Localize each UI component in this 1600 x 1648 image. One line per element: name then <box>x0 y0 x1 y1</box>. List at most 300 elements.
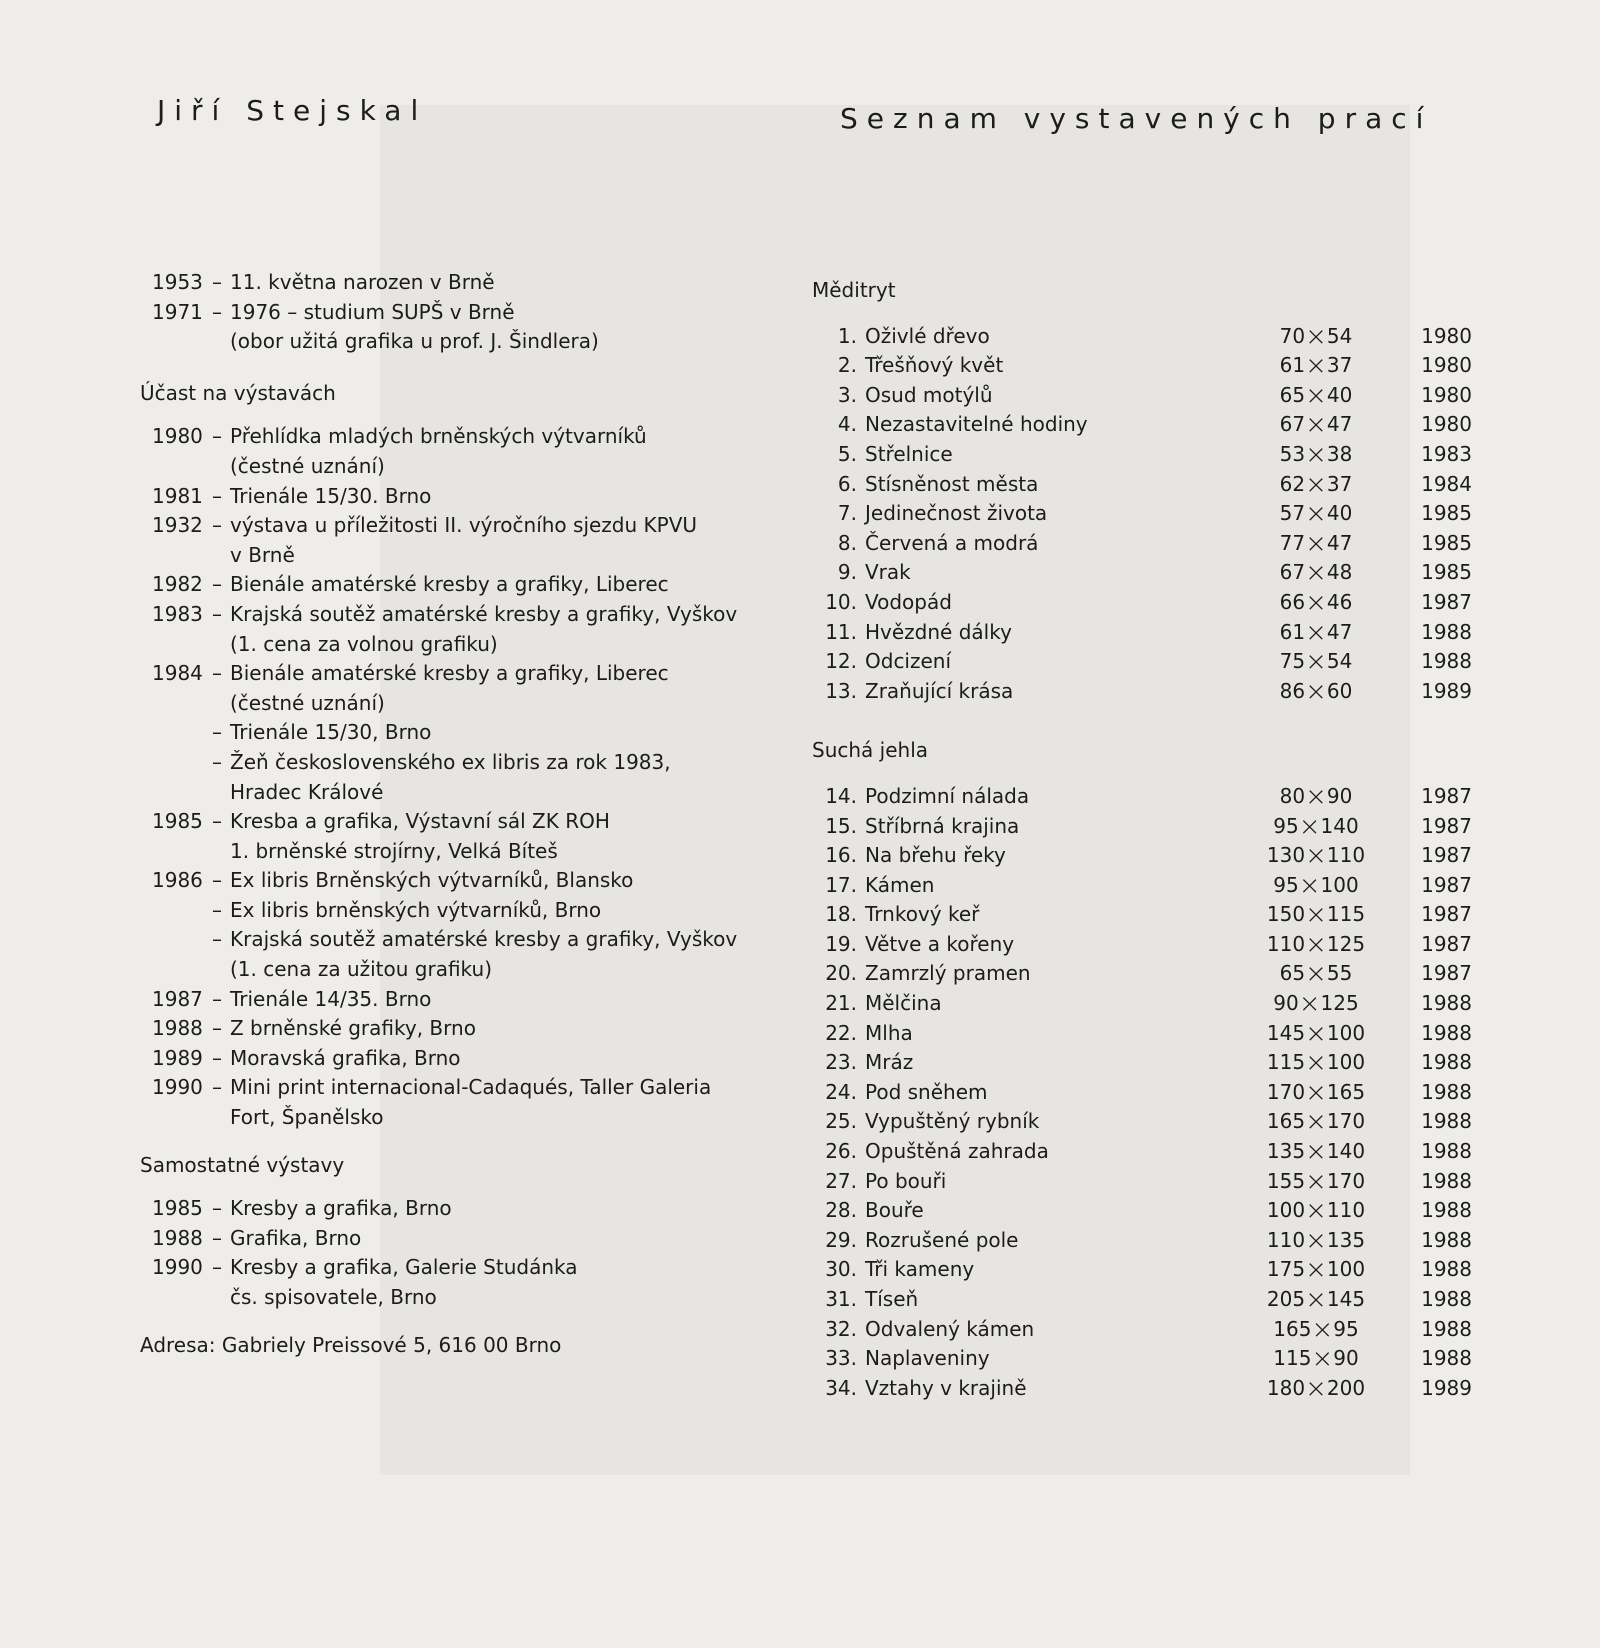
timeline-entry <box>140 1014 790 1044</box>
work-number: 21. <box>825 991 857 1016</box>
times-sign: × <box>1311 1344 1334 1375</box>
work-row <box>812 1255 1472 1285</box>
dim-width: 65 <box>1279 382 1306 407</box>
work-row <box>812 930 1472 960</box>
dim-width: 115 <box>1273 1346 1312 1371</box>
dim-width: 110 <box>1266 1227 1306 1252</box>
entry-dash: – <box>212 1255 222 1280</box>
work-number: 8. <box>837 530 857 555</box>
work-row <box>812 871 1472 901</box>
work-number: 5. <box>837 441 857 466</box>
work-row <box>812 1078 1472 1108</box>
dim-height: 47 <box>1326 412 1353 437</box>
times-sign: × <box>1305 676 1327 707</box>
entry-text: 11. května narozen v Brně <box>230 270 495 294</box>
entry-year: 1953 <box>152 270 203 294</box>
timeline-entry <box>140 1044 790 1074</box>
work-dimensions <box>1260 1285 1372 1315</box>
timeline-entry <box>140 866 790 896</box>
dim-height: 55 <box>1326 961 1353 986</box>
work-row <box>812 1374 1472 1404</box>
work-row <box>812 1196 1472 1226</box>
times-sign: × <box>1305 781 1327 812</box>
work-title: Opuštěná zahrada <box>865 1139 1049 1164</box>
dim-height: 60 <box>1326 678 1353 703</box>
work-title: Po bouři <box>865 1168 947 1193</box>
work-dimensions <box>1260 677 1372 707</box>
work-number: 32. <box>825 1316 857 1341</box>
work-row <box>812 1344 1472 1374</box>
dim-height: 40 <box>1326 382 1353 407</box>
entry-continuation: Hradec Králové <box>230 779 384 804</box>
mediryt-heading: Měditryt <box>812 278 896 302</box>
dim-width: 175 <box>1266 1257 1306 1282</box>
work-number: 29. <box>825 1227 857 1252</box>
dim-height: 90 <box>1333 1346 1359 1371</box>
dim-height: 37 <box>1326 353 1353 378</box>
work-row <box>812 782 1472 812</box>
dim-height: 110 <box>1326 1198 1366 1223</box>
work-number: 7. <box>837 501 857 526</box>
dim-width: 77 <box>1279 530 1306 555</box>
entry-year: 1932 <box>152 513 203 538</box>
times-sign: × <box>1305 959 1327 990</box>
times-sign: × <box>1298 811 1321 842</box>
times-sign: × <box>1305 351 1327 382</box>
work-dimensions <box>1260 989 1372 1019</box>
work-row <box>812 588 1472 618</box>
work-dimensions <box>1260 1226 1372 1256</box>
dim-height: 47 <box>1326 619 1353 644</box>
work-number: 25. <box>825 1109 857 1134</box>
dim-width: 95 <box>1273 872 1299 897</box>
timeline-row <box>140 985 790 1015</box>
times-sign: × <box>1311 1314 1334 1345</box>
times-sign: × <box>1298 989 1321 1020</box>
timeline-row <box>140 268 790 298</box>
dim-width: 86 <box>1279 678 1306 703</box>
entry-dash: – <box>212 483 222 508</box>
work-year: 1988 <box>1421 1287 1472 1311</box>
entry-dash: – <box>212 299 222 324</box>
dim-height: 100 <box>1320 872 1359 897</box>
times-sign: × <box>1305 1077 1327 1108</box>
dim-height: 200 <box>1326 1375 1366 1400</box>
timeline-row <box>140 1253 790 1283</box>
work-row <box>812 1107 1472 1137</box>
work-year: 1987 <box>1421 843 1472 868</box>
timeline-entry <box>140 298 790 357</box>
work-number: 31. <box>825 1287 857 1311</box>
work-dimensions <box>1260 529 1372 559</box>
entry-continuation: Fort, Španělsko <box>230 1105 384 1130</box>
work-dimensions <box>1260 470 1372 500</box>
entry-text: Moravská grafika, Brno <box>230 1045 461 1070</box>
dim-width: 110 <box>1266 931 1306 956</box>
entry-year: 1982 <box>152 572 203 597</box>
dim-height: 54 <box>1326 323 1353 348</box>
mediryt-list <box>812 322 1472 707</box>
work-title: Hvězdné dálky <box>865 619 1012 644</box>
work-year: 1980 <box>1421 323 1472 348</box>
timeline-entry <box>140 1194 790 1224</box>
work-title: Větve a kořeny <box>865 931 1015 956</box>
work-number: 27. <box>825 1168 857 1193</box>
dim-width: 61 <box>1279 353 1306 378</box>
timeline-row <box>140 866 790 896</box>
work-dimensions <box>1260 1019 1372 1049</box>
work-number: 33. <box>825 1346 857 1371</box>
timeline-entry <box>140 748 790 807</box>
work-year: 1980 <box>1421 412 1472 437</box>
work-year: 1987 <box>1421 589 1472 614</box>
entry-year <box>140 718 204 748</box>
entry-text: Trienále 15/30, Brno <box>230 720 432 745</box>
dim-height: 47 <box>1326 530 1353 555</box>
work-dimensions <box>1260 1344 1372 1374</box>
work-dimensions <box>1260 1107 1372 1137</box>
dim-width: 205 <box>1266 1287 1306 1311</box>
timeline-entry <box>140 600 790 659</box>
work-number: 26. <box>825 1139 857 1164</box>
dim-width: 62 <box>1279 471 1306 496</box>
author-name: Jiří Stejskal <box>157 94 428 127</box>
solo-heading: Samostatné výstavy <box>140 1152 345 1177</box>
work-year: 1987 <box>1421 961 1472 986</box>
times-sign: × <box>1305 380 1327 411</box>
work-row <box>812 351 1472 381</box>
dim-height: 170 <box>1326 1168 1366 1193</box>
work-number: 13. <box>825 678 857 703</box>
entry-text: Krajská soutěž amatérské kresby a grafiky, Vyškov <box>230 927 738 952</box>
work-title: Tíseň <box>865 1287 919 1311</box>
entry-year: 1990 <box>152 1075 203 1100</box>
dim-height: 40 <box>1326 501 1353 526</box>
entry-text: Krajská soutěž amatérské kresby a grafiky, Vyškov <box>230 601 738 626</box>
work-title: Vrak <box>865 560 911 585</box>
work-title: Vztahy v krajině <box>865 1375 1027 1400</box>
entry-text: Trienále 14/35. Brno <box>230 986 432 1011</box>
entry-year: 1986 <box>152 868 203 893</box>
timeline-row <box>140 511 790 541</box>
work-number: 1. <box>837 323 857 348</box>
entry-dash: – <box>212 1045 222 1070</box>
work-title: Vodopád <box>865 589 952 614</box>
work-number: 16. <box>825 843 857 868</box>
dim-height: 95 <box>1333 1316 1359 1341</box>
timeline-row <box>140 422 790 452</box>
entry-year: 1989 <box>152 1045 203 1070</box>
work-dimensions <box>1260 322 1372 352</box>
work-row <box>812 1167 1472 1197</box>
work-dimensions <box>1260 499 1372 529</box>
work-year: 1987 <box>1421 813 1472 838</box>
dim-width: 61 <box>1279 619 1306 644</box>
dim-width: 100 <box>1266 1198 1306 1223</box>
entry-dash: – <box>212 1016 222 1041</box>
entry-continuation: (čestné uznání) <box>230 690 385 715</box>
entry-dash: – <box>212 720 222 745</box>
exhibitions-list <box>140 422 790 1132</box>
work-number: 4. <box>837 412 857 437</box>
times-sign: × <box>1305 841 1327 872</box>
entry-year: 1988 <box>152 1225 203 1250</box>
entry-year: 1987 <box>152 986 203 1011</box>
entry-text: Z brněnské grafiky, Brno <box>230 1016 476 1041</box>
dim-height: 145 <box>1326 1287 1366 1311</box>
entry-dash: – <box>212 986 222 1011</box>
timeline-row <box>140 925 790 955</box>
work-title: Pod sněhem <box>865 1079 988 1104</box>
work-dimensions <box>1260 841 1372 871</box>
work-title: Zamrzlý pramen <box>865 961 1031 986</box>
exhibitions-heading: Účast na výstavách <box>140 380 336 405</box>
solo-list <box>140 1194 790 1312</box>
entry-text: Bienále amatérské kresby a grafiky, Liberec <box>230 661 669 686</box>
entry-text: Žeň československého ex libris za rok 1983, <box>230 749 671 774</box>
timeline-row <box>140 1044 790 1074</box>
work-title: Kámen <box>865 872 935 897</box>
dim-width: 130 <box>1266 843 1306 868</box>
work-year: 1987 <box>1421 872 1472 897</box>
work-row <box>812 1019 1472 1049</box>
entry-dash: – <box>212 270 222 294</box>
work-row <box>812 499 1472 529</box>
times-sign: × <box>1305 1107 1327 1138</box>
entry-continuation: 1. brněnské strojírny, Velká Bíteš <box>230 838 558 863</box>
times-sign: × <box>1305 1166 1327 1197</box>
entry-dash: – <box>212 424 222 449</box>
times-sign: × <box>1305 1018 1327 1049</box>
work-title: Zraňující krása <box>865 678 1014 703</box>
work-dimensions <box>1260 871 1372 901</box>
times-sign: × <box>1305 929 1327 960</box>
dim-height: 46 <box>1326 589 1353 614</box>
entry-text: Kresby a grafika, Galerie Studánka <box>230 1255 578 1280</box>
work-row <box>812 989 1472 1019</box>
work-year: 1988 <box>1421 619 1472 644</box>
entry-continuation: (čestné uznání) <box>230 453 385 478</box>
entry-text: Bienále amatérské kresby a grafiky, Liberec <box>230 572 669 597</box>
timeline-entry <box>140 807 790 866</box>
entry-dash: – <box>212 809 222 834</box>
work-year: 1988 <box>1421 1198 1472 1223</box>
dim-width: 66 <box>1279 589 1306 614</box>
work-dimensions <box>1260 1196 1372 1226</box>
dim-height: 125 <box>1326 931 1366 956</box>
entry-dash: – <box>212 572 222 597</box>
dim-width: 165 <box>1273 1316 1312 1341</box>
work-title: Na břehu řeky <box>865 843 1006 868</box>
work-title: Stříbrná krajina <box>865 813 1020 838</box>
work-dimensions <box>1260 812 1372 842</box>
times-sign: × <box>1305 587 1327 618</box>
entry-dash: – <box>212 513 222 538</box>
work-year: 1987 <box>1421 783 1472 808</box>
entry-text: Ex libris Brněnských výtvarníků, Blansko <box>230 868 634 893</box>
timeline-entry <box>140 482 790 512</box>
dim-height: 100 <box>1326 1050 1366 1075</box>
work-number: 20. <box>825 961 857 986</box>
entry-continuation: (1. cena za volnou grafiku) <box>230 631 498 656</box>
work-number: 34. <box>825 1375 857 1400</box>
times-sign: × <box>1305 558 1327 589</box>
work-dimensions <box>1260 1048 1372 1078</box>
entry-continuation: (obor užitá grafika u prof. J. Šindlera) <box>230 329 599 354</box>
work-dimensions <box>1260 558 1372 588</box>
work-year: 1988 <box>1421 1227 1472 1252</box>
timeline-row <box>140 807 790 837</box>
dim-height: 110 <box>1326 843 1366 868</box>
work-year: 1987 <box>1421 902 1472 927</box>
work-year: 1988 <box>1421 1346 1472 1371</box>
entry-year: 1971 <box>152 299 203 324</box>
bio-list <box>140 268 790 357</box>
dim-width: 180 <box>1266 1375 1306 1400</box>
timeline-entry <box>140 985 790 1015</box>
work-year: 1988 <box>1421 1050 1472 1075</box>
dim-width: 90 <box>1273 991 1299 1016</box>
entry-dash: – <box>212 927 222 952</box>
work-title: Mráz <box>865 1050 914 1075</box>
work-year: 1989 <box>1421 678 1472 703</box>
dim-height: 100 <box>1326 1257 1366 1282</box>
work-title: Osud motýlů <box>865 382 993 407</box>
timeline-entry <box>140 268 790 298</box>
dim-width: 65 <box>1279 961 1306 986</box>
dim-width: 115 <box>1266 1050 1306 1075</box>
entry-text: Grafika, Brno <box>230 1225 362 1250</box>
work-dimensions <box>1260 930 1372 960</box>
dim-width: 53 <box>1279 441 1306 466</box>
work-row <box>812 677 1472 707</box>
work-row <box>812 440 1472 470</box>
work-dimensions <box>1260 959 1372 989</box>
times-sign: × <box>1305 617 1327 648</box>
dim-height: 125 <box>1320 991 1359 1016</box>
entry-text: Kresby a grafika, Brno <box>230 1196 452 1221</box>
work-number: 15. <box>825 813 857 838</box>
work-dimensions <box>1260 588 1372 618</box>
entry-dash: – <box>212 661 222 686</box>
work-title: Tři kameny <box>865 1257 975 1282</box>
entry-text: Mini print internacional-Cadaqués, Taller Galeria <box>230 1075 712 1100</box>
timeline-entry <box>140 1073 790 1132</box>
work-row <box>812 1315 1472 1345</box>
work-row <box>812 959 1472 989</box>
work-number: 2. <box>837 353 857 378</box>
work-title: Oživlé dřevo <box>865 323 990 348</box>
dim-width: 155 <box>1266 1168 1306 1193</box>
entry-year <box>140 748 204 778</box>
work-number: 19. <box>825 931 857 956</box>
work-title: Odcizení <box>865 649 952 674</box>
work-number: 11. <box>825 619 857 644</box>
entry-continuation: čs. spisovatele, Brno <box>230 1285 437 1309</box>
work-dimensions <box>1260 440 1372 470</box>
timeline-entry <box>140 718 790 748</box>
work-dimensions <box>1260 351 1372 381</box>
entry-dash: – <box>212 868 222 893</box>
timeline-entry <box>140 1253 790 1312</box>
times-sign: × <box>1305 1225 1327 1256</box>
entry-dash: – <box>212 601 222 626</box>
times-sign: × <box>1305 1196 1327 1227</box>
entry-text: Kresba a grafika, Výstavní sál ZK ROH <box>230 809 610 834</box>
entry-year: 1990 <box>152 1255 203 1280</box>
work-row <box>812 558 1472 588</box>
dim-width: 70 <box>1279 323 1306 348</box>
dim-height: 100 <box>1326 1020 1366 1045</box>
timeline-entry <box>140 659 790 718</box>
work-number: 6. <box>837 471 857 496</box>
work-row <box>812 841 1472 871</box>
dim-height: 165 <box>1326 1079 1366 1104</box>
work-year: 1985 <box>1421 501 1472 526</box>
times-sign: × <box>1305 499 1327 530</box>
work-row <box>812 618 1472 648</box>
timeline-row <box>140 659 790 689</box>
sucha-list <box>812 782 1472 1403</box>
entry-year: 1988 <box>152 1016 203 1041</box>
timeline-row <box>140 1073 790 1103</box>
timeline-row <box>140 1224 790 1254</box>
work-year: 1987 <box>1421 931 1472 956</box>
work-title: Naplaveniny <box>865 1346 990 1371</box>
work-row <box>812 322 1472 352</box>
work-row <box>812 529 1472 559</box>
times-sign: × <box>1305 1137 1327 1168</box>
work-title: Stísněnost města <box>865 471 1039 496</box>
timeline-entry <box>140 925 790 984</box>
work-year: 1988 <box>1421 1168 1472 1193</box>
works-column <box>812 276 1472 1403</box>
timeline-row <box>140 1014 790 1044</box>
work-number: 28. <box>825 1198 857 1223</box>
dim-width: 150 <box>1266 902 1306 927</box>
work-year: 1988 <box>1421 1316 1472 1341</box>
work-title: Střelnice <box>865 441 953 466</box>
work-year: 1980 <box>1421 382 1472 407</box>
work-dimensions <box>1260 618 1372 648</box>
work-dimensions <box>1260 1078 1372 1108</box>
entry-text: výstava u příležitosti II. výročního sjezdu KPVU <box>230 513 698 538</box>
dim-height: 140 <box>1326 1139 1366 1164</box>
sucha-heading: Suchá jehla <box>812 738 929 763</box>
entry-year: 1985 <box>152 809 203 834</box>
entry-dash: – <box>212 1075 222 1100</box>
timeline-row <box>140 600 790 630</box>
work-number: 14. <box>825 783 857 808</box>
dim-width: 170 <box>1266 1079 1306 1104</box>
work-year: 1989 <box>1421 1375 1472 1400</box>
work-year: 1988 <box>1421 1109 1472 1134</box>
work-row <box>812 1226 1472 1256</box>
times-sign: × <box>1305 900 1327 931</box>
work-row <box>812 900 1472 930</box>
work-dimensions <box>1260 1374 1372 1404</box>
entry-text: Přehlídka mladých brněnských výtvarníků <box>230 424 647 449</box>
timeline-row <box>140 1194 790 1224</box>
work-dimensions <box>1260 1315 1372 1345</box>
work-number: 3. <box>837 382 857 407</box>
timeline-entry <box>140 570 790 600</box>
times-sign: × <box>1305 1048 1327 1079</box>
work-year: 1985 <box>1421 560 1472 585</box>
times-sign: × <box>1305 647 1327 678</box>
entry-dash: – <box>212 1196 222 1221</box>
entry-year: 1981 <box>152 483 203 508</box>
